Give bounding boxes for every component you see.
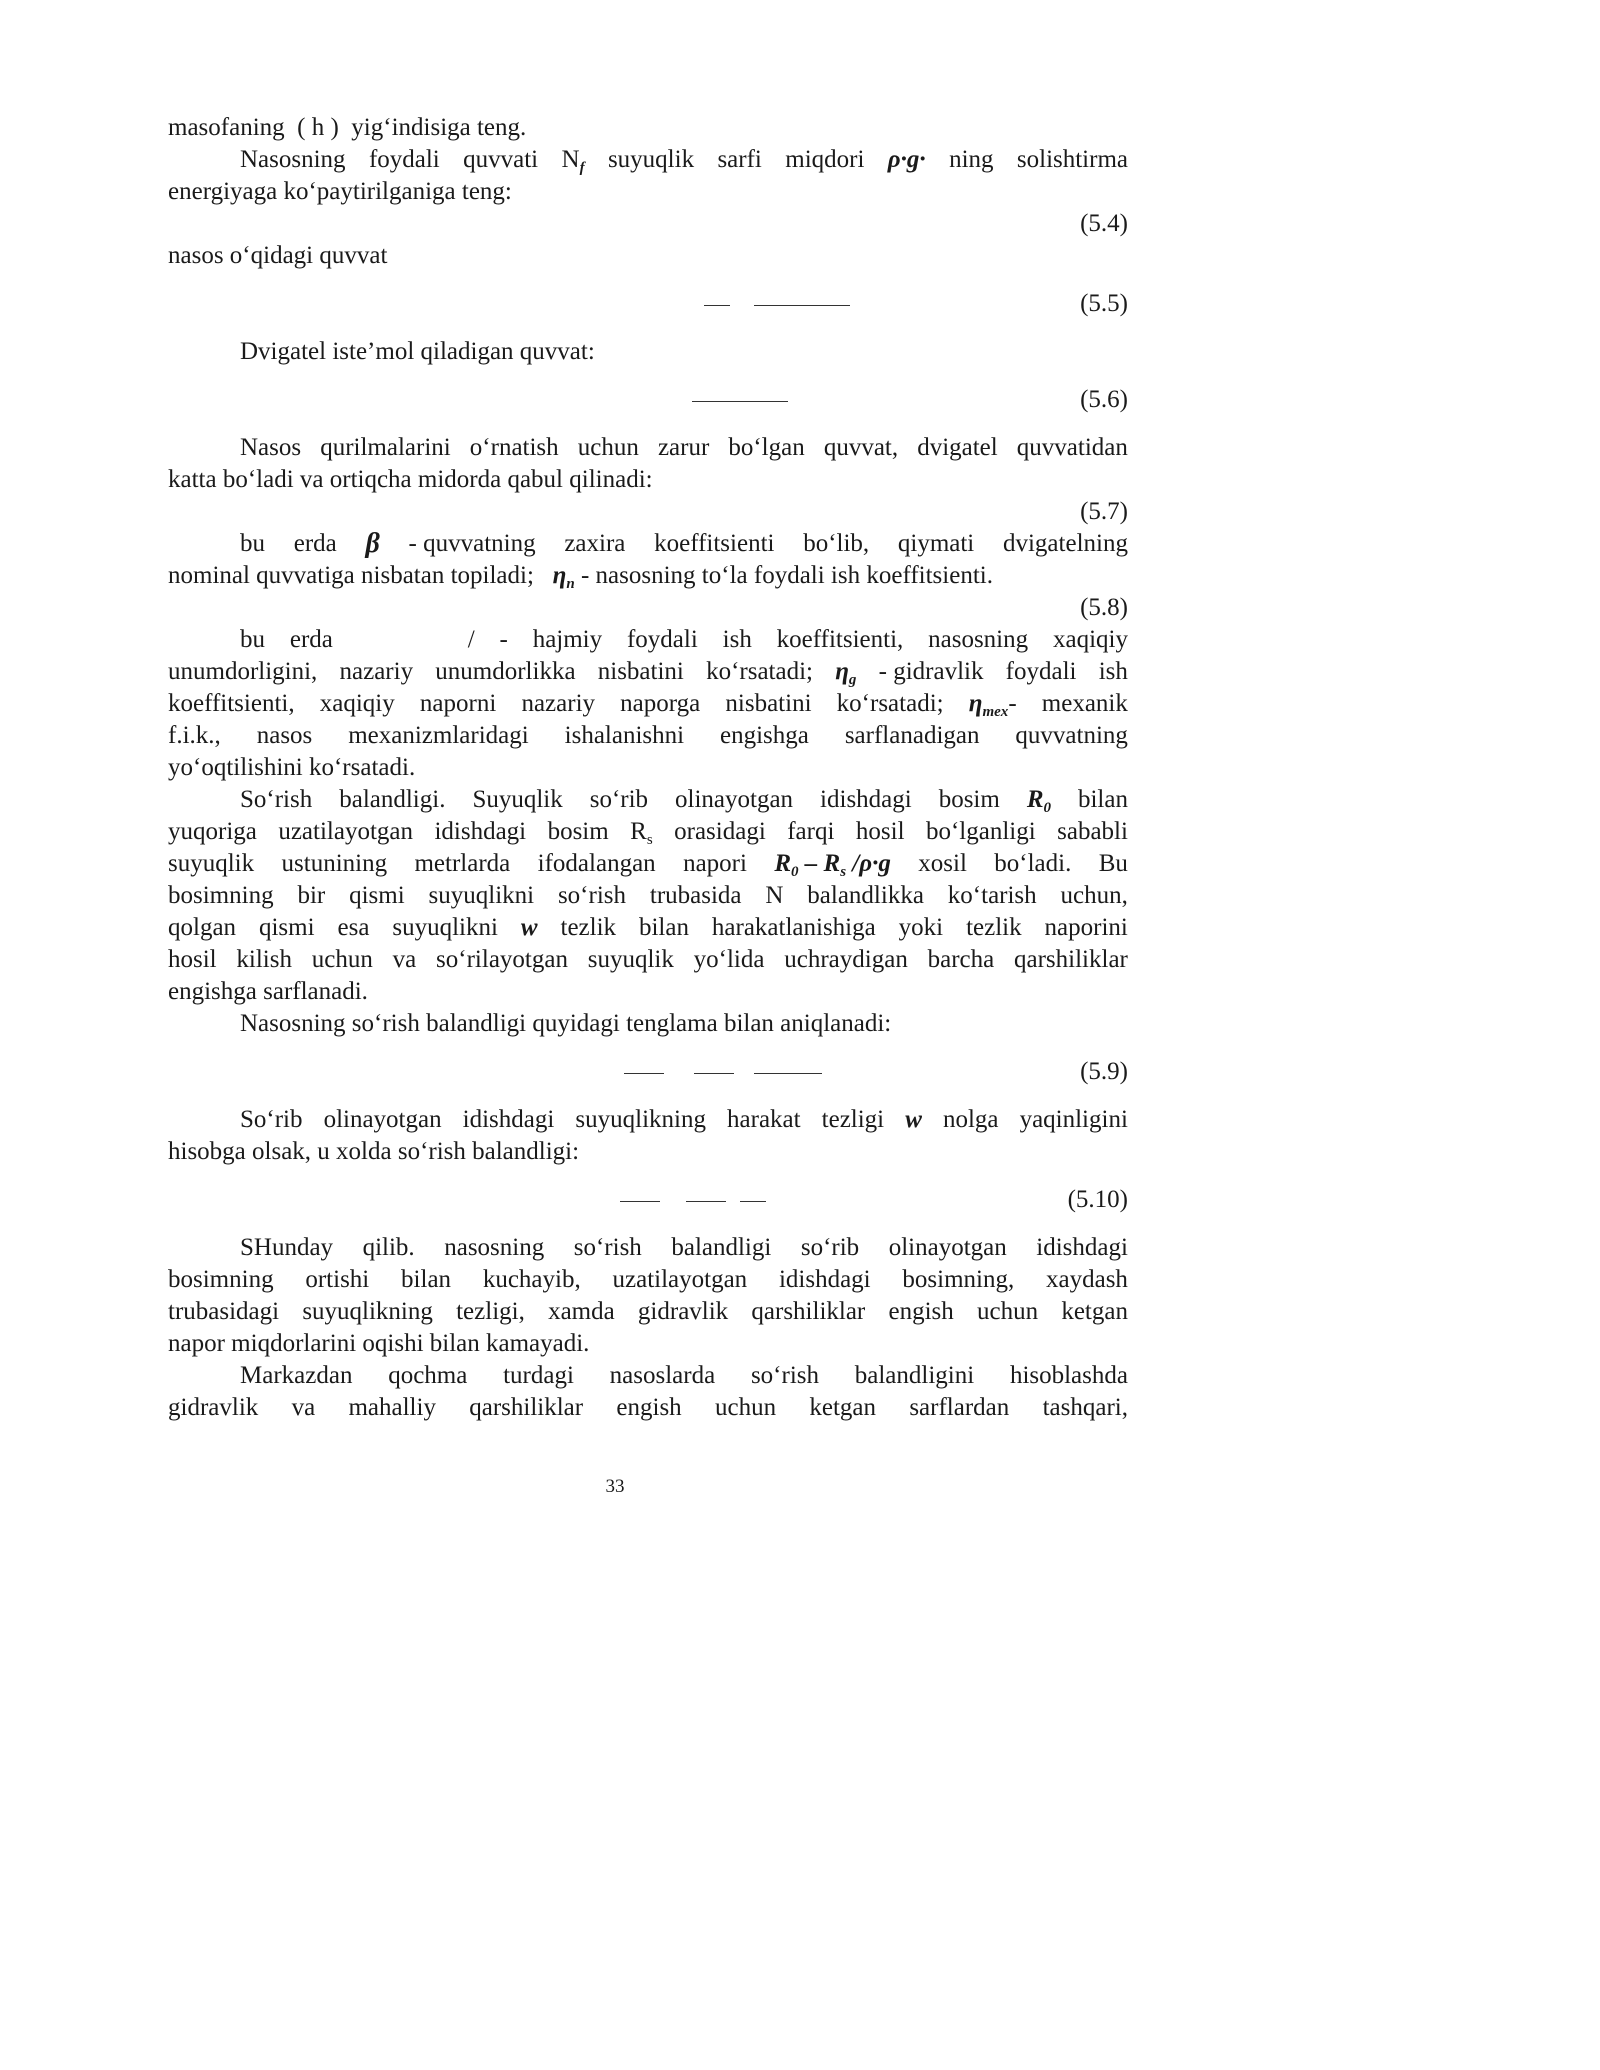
text-line <box>168 1264 1128 1296</box>
word: unumdorligini, <box>168 658 318 685</box>
fraction-bars <box>704 288 850 320</box>
equation-line <box>168 384 1128 416</box>
equation-label: (5.10) <box>1067 1186 1128 1213</box>
spacer <box>168 416 1128 432</box>
word: bir <box>297 882 326 909</box>
word: bosimning, <box>902 1266 1015 1293</box>
word: dvigatelning <box>1002 530 1128 557</box>
word: uzatilayotgan <box>278 818 413 845</box>
word: o‘rnatish <box>469 434 559 461</box>
spacer <box>168 272 1128 288</box>
word: engish <box>616 1394 682 1421</box>
word: suyuqlikni <box>392 914 498 941</box>
text-line <box>168 144 1128 176</box>
word: idishdagi <box>1036 1234 1128 1261</box>
word: va <box>291 1394 316 1421</box>
fraction-bars <box>620 1184 766 1216</box>
word: hosil <box>855 818 905 845</box>
text-line <box>168 720 1128 752</box>
text-line <box>168 912 1128 944</box>
line-text: nasos o‘qidagi quvvat <box>168 242 388 269</box>
word: qarshiliklar <box>751 1298 866 1325</box>
text-line <box>168 1104 1128 1136</box>
word: nazariy <box>521 690 596 717</box>
word: ketgan <box>1061 1298 1128 1325</box>
equation-number <box>168 592 1128 624</box>
word: idishdagi <box>462 1106 555 1133</box>
word: suyuqlik <box>587 946 674 973</box>
word: olinayotgan <box>675 786 794 813</box>
symbol-n-f: $N_f$ <box>561 146 585 176</box>
word: so‘rib <box>800 1234 860 1261</box>
word: tezligi <box>821 1106 885 1133</box>
word: olinayotgan <box>323 1106 442 1133</box>
word: engishga <box>720 722 809 749</box>
word: xamda <box>548 1298 615 1325</box>
word: qolgan <box>168 914 237 941</box>
word: nasoslarda <box>609 1362 716 1389</box>
text-line <box>168 880 1128 912</box>
text-line <box>168 1296 1128 1328</box>
symbol-eta-n: $\eta_n$ <box>552 562 575 592</box>
equation-line <box>168 1184 1128 1216</box>
word: ishalanishni <box>564 722 685 749</box>
word: quvvatidan <box>1016 434 1128 461</box>
word: ketgan <box>809 1394 877 1421</box>
word: barcha <box>927 946 995 973</box>
symbol-rs: $R_s$ <box>630 818 653 848</box>
word: bilan <box>1077 786 1128 813</box>
word: qilib. <box>362 1234 415 1261</box>
word: nasosning <box>928 626 1029 653</box>
word: ko‘rsatadi; <box>836 690 944 717</box>
word: uzatilayotgan <box>612 1266 748 1293</box>
line-text: katta bo‘ladi va ortiqcha midorda qabul qilinadi: <box>168 466 653 493</box>
word: ( h ) <box>297 114 339 141</box>
word: naporga <box>620 690 701 717</box>
word: nasos <box>256 722 313 749</box>
word: zarur <box>657 434 710 461</box>
word: suyuqlik <box>168 850 255 877</box>
text-line <box>168 944 1128 976</box>
word: foydali <box>1005 658 1077 685</box>
word: kilish <box>236 946 292 973</box>
text-line <box>168 1360 1128 1392</box>
equation-label: (5.4) <box>1080 210 1128 237</box>
word: olinayotgan <box>888 1234 1007 1261</box>
word: mexanik <box>1041 690 1128 717</box>
word: quvvati <box>463 146 539 173</box>
word: ko‘rsatadi; <box>706 658 813 685</box>
word: hosil <box>168 946 217 973</box>
text-line <box>168 464 1128 496</box>
word: yig‘indisiga teng. <box>351 114 527 141</box>
word: balandlikka <box>807 882 924 909</box>
word: zaxira <box>564 530 626 557</box>
word: unumdorlikka <box>435 658 576 685</box>
word: ortishi <box>305 1266 370 1293</box>
word: f.i.k., <box>168 722 221 749</box>
text-line <box>168 624 1128 656</box>
page-number: 33 <box>605 1476 625 1497</box>
word: quvvat, <box>823 434 899 461</box>
equation-label: (5.7) <box>1080 498 1128 525</box>
word: ustunining <box>281 850 388 877</box>
word: Bu <box>1098 850 1128 877</box>
word: sababli <box>1057 818 1128 845</box>
equation-line <box>168 288 1128 320</box>
word: idishdagi <box>434 818 527 845</box>
spacer <box>168 1088 1128 1104</box>
word: - gidravlik <box>878 658 984 685</box>
word: foydali <box>626 626 698 653</box>
word: so‘rish <box>750 1362 820 1389</box>
word: suyuqlikning <box>575 1106 706 1133</box>
word: bo‘ladi. <box>994 850 1072 877</box>
word: sarfi <box>717 146 762 173</box>
text-line <box>168 816 1128 848</box>
word: ish <box>722 626 752 653</box>
text-line <box>168 1232 1128 1264</box>
line-text: energiyaga ko‘paytirilganiga teng: <box>168 178 512 205</box>
word: koeffitsienti, <box>168 690 295 717</box>
word: - nasosning to‘la foydali ish koeffitsienti. <box>580 562 993 589</box>
word: nominal quvvatiga nisbatan topiladi; <box>168 562 534 589</box>
word: bu <box>240 626 265 653</box>
word: tezligi, <box>456 1298 525 1325</box>
word: bo‘lganligi <box>925 818 1036 845</box>
word: so‘rish <box>557 882 627 909</box>
word: qurilmalarini <box>320 434 451 461</box>
word: koeffitsienti, <box>776 626 904 653</box>
word: mahalliy <box>348 1394 436 1421</box>
word: qismi <box>258 914 315 941</box>
word: erda <box>289 626 333 653</box>
text-line <box>168 848 1128 880</box>
word: qochma <box>388 1362 468 1389</box>
word: uchun <box>976 1298 1039 1325</box>
word: tezlik <box>560 914 617 941</box>
text-line <box>168 112 1128 144</box>
word: uchun <box>577 434 639 461</box>
symbol-w: w <box>905 1106 922 1133</box>
line-text: yo‘oqtilishini ko‘rsatadi. <box>168 754 416 781</box>
word: trubasidagi <box>168 1298 280 1325</box>
word: bu <box>240 530 265 557</box>
word: turdagi <box>503 1362 574 1389</box>
word: trubasida <box>649 882 742 909</box>
spacer <box>168 1168 1128 1184</box>
word: bosimning <box>168 882 274 909</box>
word: harakatlanishiga <box>711 914 876 941</box>
word: sarflardan <box>909 1394 1010 1421</box>
text-line <box>168 336 1128 368</box>
word: uchraydigan <box>784 946 908 973</box>
text-line <box>168 1392 1128 1424</box>
word: gidravlik <box>168 1394 259 1421</box>
word: qismi <box>349 882 405 909</box>
spacer <box>168 320 1128 336</box>
word: xaydash <box>1046 1266 1128 1293</box>
word: so‘rish <box>573 1234 642 1261</box>
equation-line <box>168 1056 1128 1088</box>
word: gidravlik <box>637 1298 729 1325</box>
word: bosim <box>547 818 609 845</box>
word: So‘rib <box>240 1106 303 1133</box>
word: nasosning <box>444 1234 545 1261</box>
text-line <box>168 1328 1128 1360</box>
word: xaqiqiy <box>319 690 395 717</box>
text-line <box>168 976 1128 1008</box>
equation-label: (5.9) <box>1080 1058 1128 1085</box>
word: yo‘lida <box>693 946 765 973</box>
text-line <box>168 1136 1128 1168</box>
word: yaqinligini <box>1019 1106 1128 1133</box>
word: metrlarda <box>414 850 511 877</box>
symbol-eta-mex: $\eta_{mex}-$ <box>968 690 1017 720</box>
word: foydali <box>368 146 440 173</box>
line-text: engishga sarflanadi. <box>168 978 368 1005</box>
equation-number <box>168 496 1128 528</box>
word: suyuqlikni <box>428 882 535 909</box>
word: idishdagi <box>820 786 912 813</box>
word: balandligi. <box>339 786 446 813</box>
word: suyuqlikning <box>302 1298 433 1325</box>
word: solishtirma <box>1016 146 1128 173</box>
word: Nasosning <box>240 146 346 173</box>
word: xaqiqiy <box>1052 626 1128 653</box>
word: ish <box>1098 658 1128 685</box>
word: qarshiliklar <box>1014 946 1128 973</box>
word: bilan <box>638 914 689 941</box>
word: tashqari, <box>1042 1394 1128 1421</box>
word: masofaning <box>168 114 285 141</box>
text-line <box>168 432 1128 464</box>
word: quvvatning <box>1015 722 1128 749</box>
spacer <box>168 1040 1128 1056</box>
word: so‘rib <box>589 786 649 813</box>
word: qarshiliklar <box>469 1394 584 1421</box>
line-text: napor miqdorlarini oqishi bilan kamayadi. <box>168 1330 590 1357</box>
text-line <box>168 688 1128 720</box>
word: koeffitsienti <box>654 530 775 557</box>
word: Suyuqlik <box>472 786 563 813</box>
word: esa <box>337 914 370 941</box>
word: Nasos <box>240 434 302 461</box>
word: - <box>499 626 508 653</box>
word: bosimning <box>168 1266 274 1293</box>
equation-label: (5.6) <box>1080 386 1128 413</box>
equation-label: (5.8) <box>1080 594 1128 621</box>
word: So‘rish <box>240 786 313 813</box>
spacer <box>168 1216 1128 1232</box>
word: bilan <box>401 1266 452 1293</box>
word: ko‘tarish <box>947 882 1037 909</box>
symbol-r0: $R_0$ <box>1026 786 1051 816</box>
text-line <box>168 560 1128 592</box>
spacer <box>168 368 1128 384</box>
word: va <box>392 946 417 973</box>
word: nolga <box>942 1106 999 1133</box>
word: idishdagi <box>778 1266 871 1293</box>
word: nisbatini <box>597 658 684 685</box>
word: bo‘lib, <box>803 530 870 557</box>
text-line <box>168 1008 1128 1040</box>
text-line <box>168 784 1128 816</box>
word: uchun, <box>1060 882 1128 909</box>
symbol-beta: β <box>365 528 380 559</box>
word: N <box>765 882 784 909</box>
word: sarflanadigan <box>844 722 980 749</box>
text-column <box>168 112 1128 1424</box>
word: naporini <box>1044 914 1128 941</box>
word: uchun <box>311 946 373 973</box>
symbol-eta-g: $\eta_g$ <box>835 658 857 688</box>
word: hajmiy <box>532 626 603 653</box>
word: farqi <box>787 818 835 845</box>
word: nisbatini <box>725 690 812 717</box>
word: erda <box>293 530 337 557</box>
word: ifodalangan <box>537 850 656 877</box>
word: engish <box>888 1298 954 1325</box>
word: kuchayib, <box>482 1266 581 1293</box>
word: nazariy <box>339 658 414 685</box>
word: yoki <box>898 914 944 941</box>
word: naporni <box>419 690 497 717</box>
word: yuqoriga <box>168 818 257 845</box>
word: mexanizmlaridagi <box>348 722 529 749</box>
slash: / <box>467 626 475 653</box>
word: tezlik <box>966 914 1022 941</box>
word: ning <box>949 146 994 173</box>
equation-label: (5.5) <box>1080 290 1128 317</box>
word: uchun <box>714 1394 777 1421</box>
word: napori <box>683 850 747 877</box>
fraction-bars <box>624 1056 822 1088</box>
word: suyuqlik <box>607 146 695 173</box>
word: SHunday <box>240 1234 334 1261</box>
word: hisoblashda <box>1009 1362 1128 1389</box>
text-line <box>168 176 1128 208</box>
symbol-w: w <box>520 914 538 941</box>
word: xosil <box>918 850 967 877</box>
word: - quvvatning <box>408 530 536 557</box>
formula-head-difference: $R_0 - R_s$ /ρ·g <box>774 850 891 880</box>
fraction-bars <box>692 384 788 416</box>
word: dvigatel <box>917 434 998 461</box>
text-line <box>168 656 1128 688</box>
word: orasidagi <box>674 818 766 845</box>
word: balandligi <box>671 1234 772 1261</box>
equation-number <box>168 208 1128 240</box>
text-line <box>168 240 1128 272</box>
line-text: hisobga olsak, u xolda so‘rish balandligi: <box>168 1138 580 1165</box>
symbol-rho-g: ρ·g· <box>887 146 926 173</box>
word: miqdori <box>785 146 865 173</box>
word: bosim <box>938 786 1000 813</box>
line-text: Nasosning so‘rish balandligi quyidagi tenglama bilan aniqlanadi: <box>240 1010 892 1037</box>
text-line <box>168 752 1128 784</box>
word: qiymati <box>897 530 975 557</box>
word: so‘rilayotgan <box>436 946 568 973</box>
word: bo‘lgan <box>728 434 805 461</box>
word: balandligini <box>854 1362 975 1389</box>
word: Markazdan <box>240 1362 353 1389</box>
text-line <box>168 528 1128 560</box>
line-text: Dvigatel iste’mol qiladigan quvvat: <box>240 338 595 365</box>
word: harakat <box>727 1106 801 1133</box>
